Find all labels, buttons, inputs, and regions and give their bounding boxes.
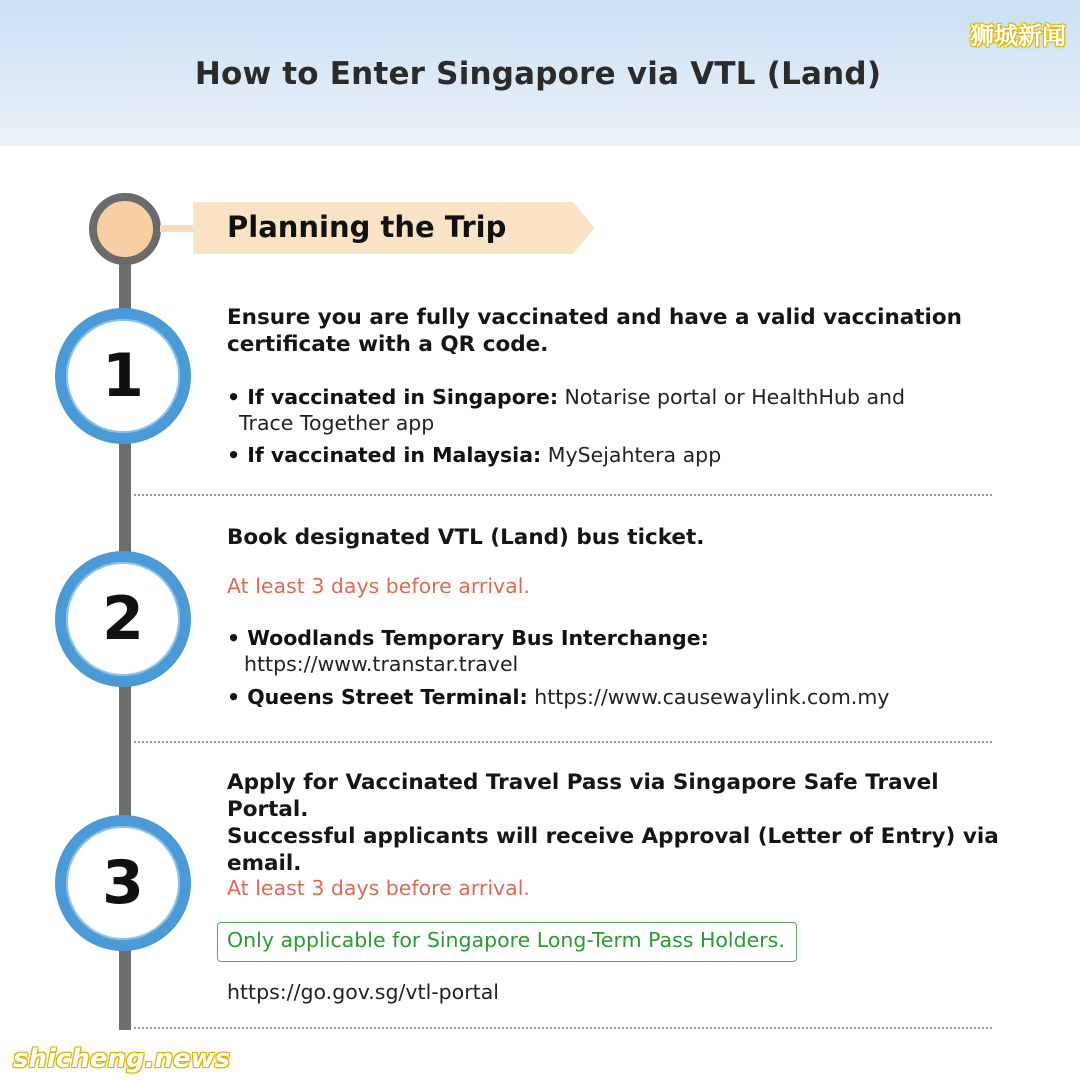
step-1-heading bbox=[227, 304, 1007, 358]
step-2-timing-note: At least 3 days before arrival. bbox=[227, 574, 530, 598]
step-3-heading-line-3: email. bbox=[227, 851, 302, 876]
bullet-label: • Queens Street Terminal: bbox=[227, 685, 528, 709]
step-3-circle bbox=[55, 815, 191, 951]
divider bbox=[134, 741, 992, 743]
step-1-bullet-malaysia bbox=[227, 442, 987, 468]
bullet-label: • If vaccinated in Singapore: bbox=[227, 385, 559, 409]
step-1-circle bbox=[55, 308, 191, 444]
step-2-heading-line-1: Book designated VTL (Land) bus ticket. bbox=[227, 525, 705, 550]
step-2-bullet-woodlands bbox=[227, 625, 987, 677]
watermark: shicheng.news bbox=[13, 1044, 231, 1074]
bullet-text: Notarise portal or HealthHub and bbox=[558, 385, 906, 409]
step-3-heading-line-1: Apply for Vaccinated Travel Pass via Singapore Safe Travel Portal. bbox=[227, 770, 939, 822]
timeline-start-node-icon bbox=[89, 193, 161, 265]
step-2-heading bbox=[227, 524, 1007, 551]
step-1-heading-line-2: certificate with a QR code. bbox=[227, 332, 549, 357]
divider bbox=[134, 494, 992, 496]
step-3-number: 3 bbox=[102, 848, 144, 918]
step-2-number: 2 bbox=[102, 584, 144, 654]
step-1-heading-line-1: Ensure you are fully vaccinated and have a valid vaccination bbox=[227, 305, 962, 330]
bullet-label: • Woodlands Temporary Bus Interchange: bbox=[227, 626, 709, 650]
page-title: How to Enter Singapore via VTL (Land) bbox=[194, 56, 882, 92]
bullet-url: https://www.causewaylink.com.my bbox=[527, 685, 890, 709]
brand-tag: 狮城新闻 bbox=[970, 22, 1066, 50]
bullet-url: https://www.transtar.travel bbox=[244, 652, 519, 676]
applicability-note: Only applicable for Singapore Long-Term Pass Holders. bbox=[227, 928, 785, 952]
step-3-heading-line-2: Successful applicants will receive Approval (Letter of Entry) via bbox=[227, 824, 999, 849]
step-2-bullet-queens-street bbox=[227, 684, 987, 710]
step-2-circle bbox=[55, 551, 191, 687]
section-title: Planning the Trip bbox=[227, 210, 507, 244]
divider bbox=[134, 1027, 992, 1029]
bullet-text-continued: Trace Together app bbox=[239, 411, 435, 435]
step-1-number: 1 bbox=[102, 341, 144, 411]
step-3-timing-note: At least 3 days before arrival. bbox=[227, 876, 530, 900]
vtl-portal-link[interactable]: https://go.gov.sg/vtl-portal bbox=[227, 980, 499, 1004]
bullet-text: MySejahtera app bbox=[541, 443, 722, 467]
timeline-connector bbox=[160, 225, 198, 232]
step-1-bullet-singapore bbox=[227, 384, 987, 436]
step-3-heading bbox=[227, 769, 1007, 877]
bullet-label: • If vaccinated in Malaysia: bbox=[227, 443, 542, 467]
